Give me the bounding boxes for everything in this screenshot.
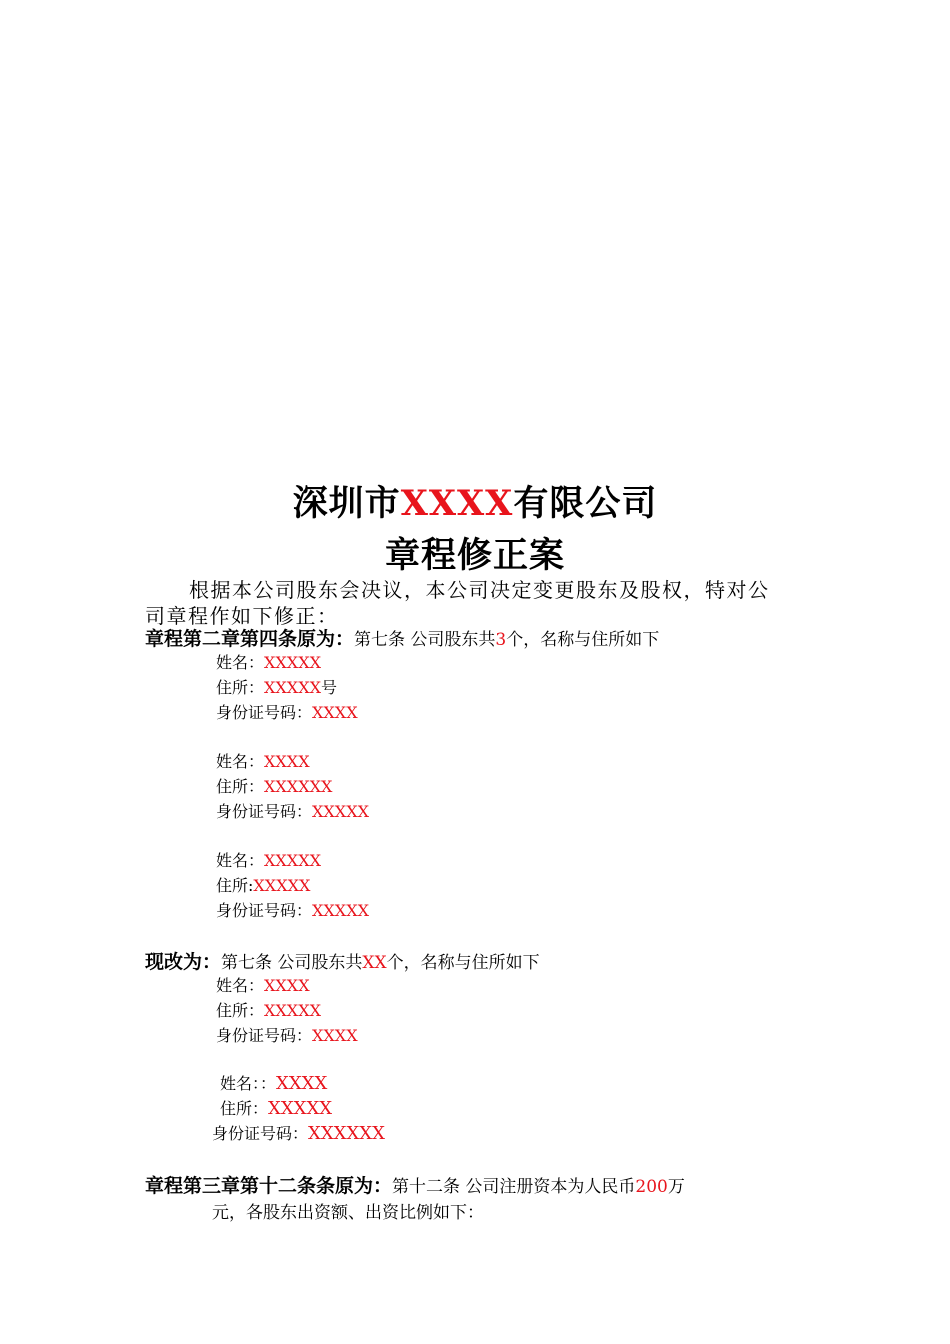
section2-count: XX (362, 953, 387, 973)
s2-holder1-id-row (216, 1023, 358, 1046)
addr-label: 住所: (216, 876, 254, 895)
s1-holder3-id-row (216, 898, 369, 921)
name-label: 姓名： (216, 653, 265, 672)
section3-heading: 章程第三章第十二条条原为： (145, 1175, 393, 1197)
s2-holder1-addr-row (216, 998, 321, 1021)
section1-text-b: 个，名称与住所如下 (506, 630, 660, 650)
name-label: 姓名： (216, 851, 265, 870)
section2-heading: 现改为： (145, 951, 222, 973)
id-label: 身份证号码： (216, 802, 313, 821)
holder-addr: XXXXX (253, 876, 311, 895)
holder-id: XXXXX (312, 901, 369, 920)
name-label: 姓名： (216, 752, 265, 771)
holder-addr: XXXXX (268, 1098, 333, 1119)
title-suffix: 有限公司 (513, 483, 658, 524)
section1-line (145, 624, 659, 651)
s2-holder1-name-row (216, 973, 310, 996)
id-label: 身份证号码： (212, 1124, 309, 1143)
name-label: 姓名： (216, 976, 265, 995)
holder-name: XXXX (276, 1073, 328, 1094)
addr-label: 住所： (216, 1001, 265, 1020)
s2-holder2-id-row (212, 1121, 385, 1144)
intro-line-1: 根据本公司股东会决议，本公司决定变更股东及股权，特对公 (189, 578, 770, 602)
document-subtitle: 章程修正案 (384, 535, 565, 576)
holder-name: XXXXX (264, 653, 321, 672)
section2-text-b: 个，名称与住所如下 (386, 953, 540, 973)
section3-line-2: 元，各股东出资额、出资比例如下： (212, 1203, 484, 1223)
s2-holder2-addr-row (220, 1096, 332, 1119)
section3-text-b: 万 (667, 1177, 685, 1197)
s1-holder3-name-row (216, 848, 321, 871)
section2-line (145, 947, 540, 974)
section1-heading: 章程第二章第四条原为： (145, 628, 355, 650)
s1-holder1-addr-row (216, 675, 337, 698)
s1-holder1-name-row (216, 650, 321, 673)
holder-name: XXXXX (264, 851, 321, 870)
section3-line (145, 1171, 685, 1198)
s2-holder2-name-row (220, 1071, 327, 1094)
s1-holder2-name-row (216, 749, 310, 772)
holder-addr: XXXXXX (264, 777, 333, 796)
addr-label: 住所： (216, 678, 265, 697)
section2-text-a: 第七条 公司股东共 (221, 953, 363, 973)
id-label: 身份证号码： (216, 703, 313, 722)
holder-name: XXXX (264, 976, 310, 995)
addr-label: 住所： (220, 1099, 269, 1118)
section3-text-a: 第十二条 公司注册资本为人民币 (392, 1177, 636, 1197)
holder-addr: XXXXX (264, 678, 321, 697)
company-title (0, 476, 950, 526)
holder-id: XXXX (312, 703, 358, 722)
id-label: 身份证号码： (216, 901, 313, 920)
section1-text-a: 第七条 公司股东共 (354, 630, 496, 650)
company-name: XXXX (400, 483, 514, 524)
s1-holder2-addr-row (216, 774, 332, 797)
holder-id: XXXX (312, 1026, 358, 1045)
holder-name: XXXX (264, 752, 310, 771)
s1-holder1-id-row (216, 700, 358, 723)
holder-addr: XXXXX (264, 1001, 321, 1020)
addr-label: 住所： (216, 777, 265, 796)
name-label: 姓名：： (220, 1074, 277, 1093)
s1-holder3-addr-row (216, 873, 310, 896)
holder-id: XXXXX (312, 802, 369, 821)
s1-holder2-id-row (216, 799, 369, 822)
id-label: 身份证号码： (216, 1026, 313, 1045)
addr-suffix: 号 (320, 678, 337, 697)
section3-amount: 200 (635, 1177, 668, 1197)
section1-count: 3 (495, 630, 507, 650)
intro-line-2: 司章程作如下修正： (145, 604, 339, 628)
holder-id: XXXXXX (308, 1123, 385, 1144)
title-prefix: 深圳市 (292, 483, 401, 524)
